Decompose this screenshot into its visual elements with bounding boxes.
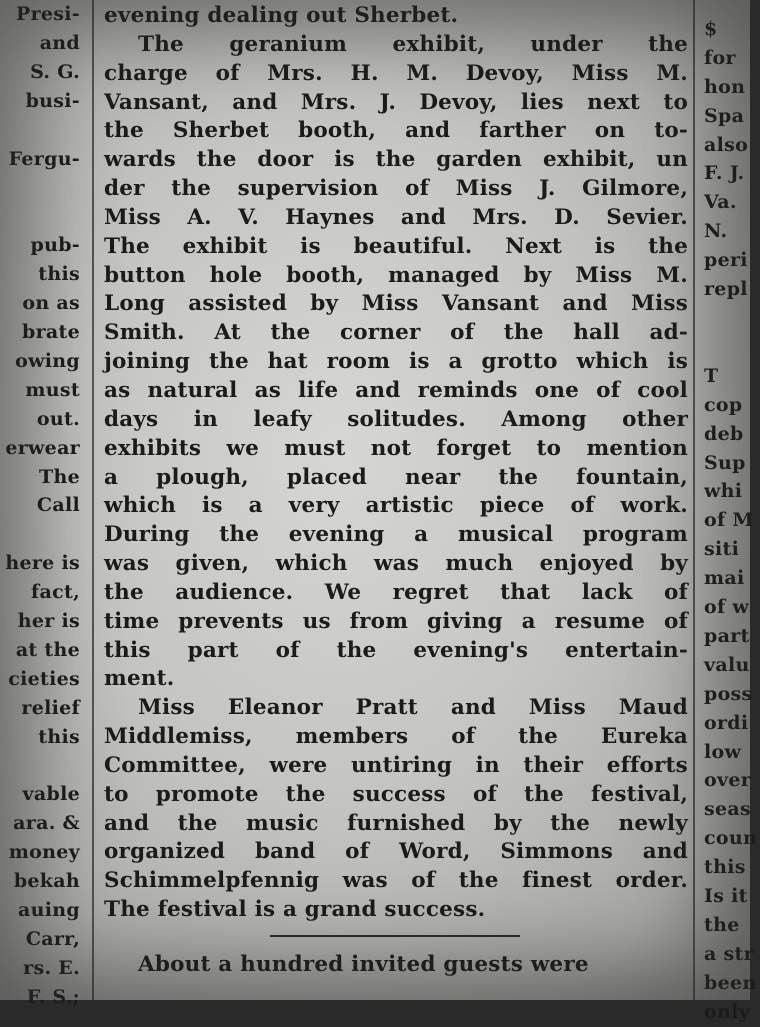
column-fragment-line: erwear	[5, 436, 80, 459]
column-fragment-line: deb	[704, 422, 744, 445]
article-line: wards the door is the garden exhibit, un	[104, 147, 688, 173]
next-article-first-line: About a hundred invited guests were	[138, 952, 589, 977]
column-fragment-line	[700, 333, 760, 362]
column-fragment-line: cieties	[8, 667, 80, 690]
column-fragment-line: at the	[15, 638, 80, 661]
article-line: days in leafy solitudes. Among other	[104, 406, 688, 432]
column-fragment-line: this	[38, 725, 80, 748]
article-line: Schimmelpfennig was of the finest order.	[104, 868, 688, 894]
column-fragment-line: coun	[704, 827, 758, 850]
column-fragment-line: ordi	[704, 711, 749, 734]
column-fragment-line: out.	[36, 407, 80, 430]
main-article-column	[100, 2, 690, 980]
column-fragment-line: The	[39, 465, 80, 488]
column-fragment-line	[700, 304, 760, 333]
article-line: button hole booth, managed by Miss M.	[104, 262, 688, 288]
column-rule-right	[693, 0, 695, 1000]
column-fragment-line: seas	[704, 798, 751, 821]
article-line: and the music furnished by the newly	[104, 810, 688, 836]
column-fragment-line: must	[25, 378, 80, 401]
column-fragment-line: Spa	[704, 104, 745, 127]
column-fragment-line: pub-	[30, 234, 80, 257]
article-line: was given, which was much enjoyed by	[104, 551, 688, 577]
column-fragment-line: here is	[5, 552, 80, 575]
column-fragment-line: Presi-	[16, 3, 80, 25]
column-fragment-line: Va.	[704, 191, 737, 214]
article-line: as natural as life and reminds one of cool	[104, 377, 688, 403]
column-fragment-line: vable	[22, 783, 80, 806]
column-fragment-line	[700, 0, 760, 15]
article-line: Smith. At the corner of the hall ad-	[104, 320, 688, 346]
column-fragment-line: cop	[704, 393, 743, 416]
column-fragment-line: Call	[36, 494, 80, 517]
column-fragment-line: peri	[704, 249, 748, 272]
column-fragment-line: Is it	[704, 885, 748, 908]
column-fragment-line: the	[704, 914, 740, 936]
column-fragment-line: this	[704, 856, 746, 879]
article-line: During the evening a musical program	[104, 522, 688, 548]
column-fragment-line: $	[704, 17, 718, 40]
article-line: which is a very artistic piece of work.	[104, 493, 688, 519]
article-line: the audience. We regret that lack of	[104, 579, 688, 605]
column-fragment-line: brate	[22, 320, 80, 343]
column-fragment-line: money	[8, 841, 80, 864]
article-line: Miss Eleanor Pratt and Miss Maud	[138, 695, 688, 721]
column-fragment-line: valu	[704, 653, 750, 676]
column-fragment-line: and	[39, 31, 80, 54]
column-fragment-line: hon	[704, 75, 746, 98]
column-fragment-line: T	[704, 364, 719, 387]
column-fragment-line: repl	[704, 278, 748, 301]
article-line: the Sherbet booth, and farther on to-	[104, 118, 688, 144]
article-line: ment.	[104, 666, 175, 692]
column-fragment-line: only	[704, 1000, 750, 1023]
article-line: Vansant, and Mrs. J. Devoy, lies next to	[104, 89, 688, 115]
article-line: to promote the success of the festival,	[104, 781, 688, 807]
column-fragment-line: this	[38, 263, 80, 286]
article-line: The geranium exhibit, under the	[138, 31, 688, 57]
column-fragment-line: rs. E.	[23, 956, 80, 979]
column-fragment-line: mai	[704, 567, 745, 590]
column-fragment-line: auing	[18, 899, 80, 922]
column-fragment-line: low	[704, 740, 742, 763]
column-fragment-line: for	[704, 46, 736, 69]
column-fragment-line: Sup	[704, 451, 746, 474]
column-fragment-line: owing	[15, 349, 80, 372]
column-fragment-line: Carr,	[25, 928, 80, 950]
article-line: this part of the evening's entertain-	[104, 637, 688, 663]
column-fragment-line: also	[704, 133, 749, 156]
column-fragment-line: relief	[21, 696, 80, 719]
column-fragment-line: over	[704, 769, 752, 792]
column-fragment-line: F. S.;	[26, 985, 80, 1008]
section-divider	[270, 935, 520, 937]
column-fragment-line	[0, 173, 84, 202]
column-fragment-line: whi	[704, 480, 743, 503]
column-fragment-line: of M	[704, 509, 754, 532]
column-fragment-line: siti	[704, 538, 740, 561]
left-column-fragment	[0, 0, 84, 1012]
column-fragment-line: Fergu-	[8, 147, 80, 170]
article-line: charge of Mrs. H. M. Devoy, Miss M.	[104, 60, 688, 86]
article-line: Committee, were untiring in their efforts	[104, 752, 688, 778]
article-line: The festival is a grand success.	[104, 897, 486, 923]
column-fragment-line: been	[704, 971, 757, 994]
column-fragment-line: poss	[704, 682, 753, 705]
article-line: Long assisted by Miss Vansant and Miss	[104, 291, 688, 317]
column-fragment-line: ara. &	[13, 812, 80, 835]
column-fragment-line: of w	[704, 596, 750, 619]
article-line: a plough, placed near the fountain,	[104, 464, 688, 490]
article-line: Miss A. V. Haynes and Mrs. D. Sevier.	[104, 204, 688, 230]
column-fragment-line: fact,	[31, 581, 80, 604]
article-line: joining the hat room is a grotto which is	[104, 349, 688, 375]
article-paragraph-1	[100, 31, 690, 694]
column-fragment-line: bekah	[13, 870, 80, 893]
column-fragment-line: N.	[704, 220, 728, 243]
article-line: der the supervision of Miss J. Gilmore,	[104, 176, 688, 202]
column-fragment-line	[0, 202, 84, 231]
article-line: time prevents us from giving a resume of	[104, 608, 688, 634]
article-top-line: evening dealing out Sherbet.	[104, 3, 459, 28]
article-line: organized band of Word, Simmons and	[104, 839, 688, 865]
column-fragment-line: on as	[22, 292, 80, 315]
right-column-fragment	[700, 0, 760, 1027]
column-fragment-line	[0, 520, 84, 549]
article-line: The exhibit is beautiful. Next is the	[104, 233, 688, 259]
column-fragment-line: busi-	[25, 89, 80, 112]
column-rule-left	[92, 0, 94, 1000]
column-fragment-line	[0, 116, 84, 145]
column-fragment-line: part	[704, 624, 750, 647]
article-paragraph-2	[100, 694, 690, 925]
column-fragment-line: F. J.	[704, 162, 745, 185]
article-line: Middlemiss, members of the Eureka	[104, 724, 688, 750]
article-line: exhibits we must not forget to mention	[104, 435, 688, 461]
column-fragment-line: a str	[704, 942, 754, 965]
column-fragment-line: S. G.	[30, 60, 80, 83]
column-fragment-line	[0, 752, 84, 781]
column-fragment-line: her is	[17, 610, 80, 633]
